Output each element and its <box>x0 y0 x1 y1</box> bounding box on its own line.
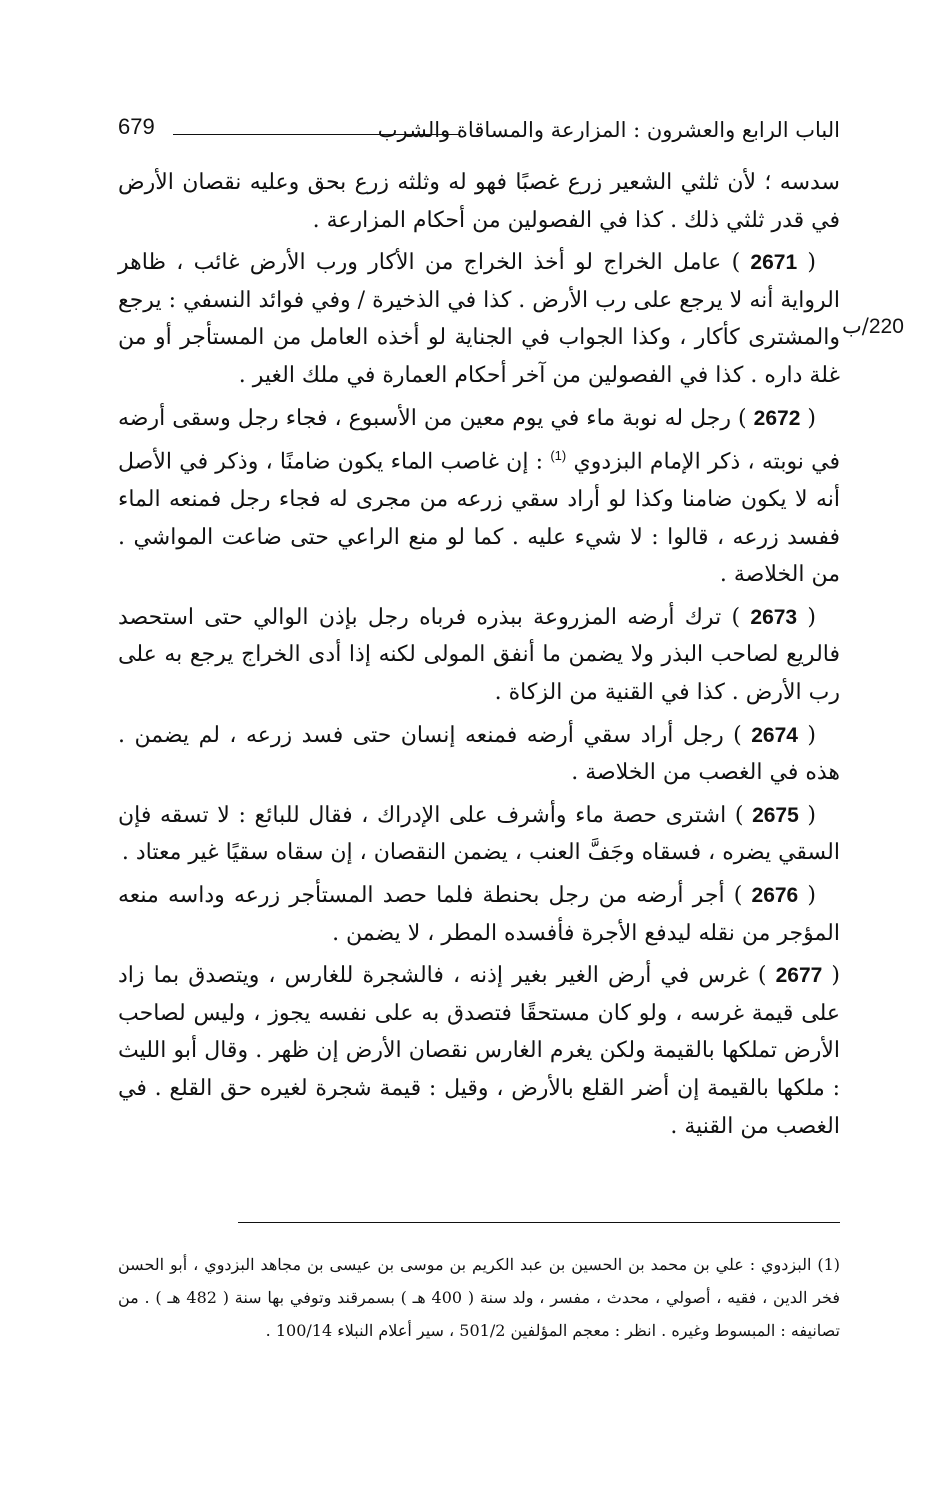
issue-number: 2676 <box>751 884 799 908</box>
paragraph-text: سدسه ؛ لأن ثلثي الشعير زرع غصبًا فهو له وثلثه زرع بحق وعليه نقصان الأرض في قدر ثلثي ذلك . كذا في الفصولين من أحكام المزارعة . <box>118 170 840 233</box>
paragraph-text: رجل أراد سقي أرضه فمنعه إنسان حتى فسد زرعه ، لم يضمن . هذه في الغصب من الخلاصة . <box>118 722 840 786</box>
page-number: 679 <box>118 114 155 139</box>
paragraph-text: أجر أرضه من رجل بحنطة فلما حصد المستأجر زرعه وداسه منعه المؤجر من نقله ليدفع الأجرة فأفسده المطر ، لا يضمن . <box>118 883 840 946</box>
paragraph-2677: ( 2677 ) غرس في أرض الغير بغير إذنه ، فالشجرة للغارس ، ويتصدق بما زاد على قيمة غرسه ، ولو كان مستحقًا فتصدق به على نفسه يجوز ، وليس لصاحب الأرض تملكها بالقيمة ولكن يغرم الغارس نقصان الأرض إن ظهر . وقال أبو الليث : ملكها بالقيمة إن أضر القلع بالأرض ، وقيل : قيمة شجرة لغيره حق القلع . في الغصب من القنية . <box>118 963 840 1139</box>
paragraph-2673: ( 2673 ) ترك أرضه المزروعة ببذره فرباه رجل بإذن الوالي حتى استحصد فالريع لصاحب البذر ولا يضمن ما أنفق المولى لكنه إذا أدى الخراج يرجع به على رب الأرض . كذا في القنية من الزكاة . <box>118 604 840 706</box>
footnote <box>118 1248 840 1347</box>
paragraph-2672: ( 2672 ) رجل له نوبة ماء في يوم معين من الأسبوع ، فجاء رجل وسقى أرضه في نوبته ، ذكر الإمام البزدوي $^{(1)}$ : إن غاصب الماء يكون ضامنًا ، وذكر في الأصل أنه لا يكون ضامنا وكذا لو أراد سقي زرعه من مجرى له فجاء رجل فمنعه الماء ففسد زرعه ، قالوا : لا شيء عليه . كما لو منع الراعي حتى ضاعت المواشي . من الخلاصة . <box>118 405 841 588</box>
header-rule <box>173 134 460 135</box>
paragraph-text: اشترى حصة ماء وأشرف على الإدراك ، فقال للبائع : لا تسقه فإن السقي يضره ، فسقاه وجَفَّ العنب ، يضمن النقصان ، إن سقاه سقيًا غير معتاد . <box>118 802 840 866</box>
paragraph-text: ترك أرضه المزروعة ببذره فرباه رجل بإذن الوالي حتى استحصد فالريع لصاحب البذر ولا يضمن ما أنفق المولى لكنه إذا أدى الخراج يرجع به على رب الأرض . كذا في القنية من الزكاة . <box>118 604 840 706</box>
paragraph-2671: ( 2671 ) عامل الخراج لو أخذ الخراج من الأكار ورب الأرض غائب ، ظاهر الرواية أنه لا يرجع على رب الأرض . كذا في الذخيرة / وفي فوائد النسفي : يرجع والمشترى كأكار ، وكذا الجواب في الجناية لو أخذه العامل من المستأجر أو من غلة داره . كذا في الفصولين من آخر أحكام العمارة في ملك الغير . <box>118 250 840 388</box>
issue-number: 2673 <box>750 605 798 629</box>
paragraph-text-continued: : إن غاصب الماء يكون ضامنًا ، وذكر في الأصل أنه لا يكون ضامنا وكذا لو أراد سقي زرعه من مجرى له فجاء رجل فمنعه الماء ففسد زرعه ، قالوا : لا شيء عليه . كما لو منع الراعي حتى ضاعت المواشي . من الخلاصة . <box>118 449 840 588</box>
issue-number: 2674 <box>751 723 798 747</box>
paragraph-2675: ( 2675 ) اشترى حصة ماء وأشرف على الإدراك ، فقال للبائع : لا تسقه فإن السقي يضره ، فسقاه وجَفَّ العنب ، يضمن النقصان ، إن سقاه سقيًا غير معتاد . <box>118 802 840 866</box>
folio-side: /ب <box>842 314 869 338</box>
footnote-marker: (1) <box>817 1255 840 1274</box>
main-text <box>118 164 840 1150</box>
paragraph-text-continued: وفي فوائد النسفي : يرجع والمشترى كأكار ، وكذا الجواب في الجناية لو أخذه العامل من المستأجر أو من غلة داره . كذا في الفصولين من آخر أحكام العمارة في ملك الغير . <box>118 287 840 388</box>
paragraph-text: عامل الخراج لو أخذ الخراج من الأكار ورب الأرض غائب ، ظاهر الرواية أنه لا يرجع على رب الأرض . كذا في الذخيرة / <box>118 250 840 313</box>
manuscript-folio-note <box>842 314 904 339</box>
footnote-separator <box>238 1222 840 1223</box>
paragraph-text: غرس في أرض الغير بغير إذنه ، فالشجرة للغارس ، ويتصدق بما زاد على قيمة غرسه ، ولو كان مستحقًا فتصدق به على نفسه يجوز ، وليس لصاحب الأرض تملكها بالقيمة ولكن يغرم الغارس نقصان الأرض إن ظهر . وقال أبو الليث : ملكها بالقيمة إن أضر القلع بالأرض ، وقيل : قيمة شجرة لغيره حق القلع . في الغصب من القنية . <box>118 963 840 1139</box>
folio-number: 220 <box>868 315 904 338</box>
issue-number: 2671 <box>750 251 798 275</box>
footnote-reference[interactable]: (1) <box>550 448 567 464</box>
issue-number: 2675 <box>752 803 799 827</box>
chapter-title: الباب الرابع والعشرون : المزارعة والمساقاة والشرب <box>377 118 840 142</box>
running-header <box>118 112 840 156</box>
paragraph-2674: ( 2674 ) رجل أراد سقي أرضه فمنعه إنسان حتى فسد زرعه ، لم يضمن . هذه في الغصب من الخلاصة . <box>118 722 840 786</box>
paragraph-continuation <box>118 164 840 239</box>
paragraph-text: رجل له نوبة ماء في يوم معين من الأسبوع ، فجاء رجل وسقى أرضه في نوبته ، ذكر الإمام البزدوي <box>118 405 841 475</box>
issue-number: 2672 <box>753 406 801 430</box>
issue-number: 2677 <box>775 964 823 988</box>
paragraph-2676: ( 2676 ) أجر أرضه من رجل بحنطة فلما حصد المستأجر زرعه وداسه منعه المؤجر من نقله ليدفع الأجرة فأفسده المطر ، لا يضمن . <box>118 883 840 946</box>
footnote-text: البزدوي : علي بن محمد بن الحسين بن عبد الكريم بن موسى بن عيسى بن مجاهد البزدوي ، أبو الحسن فخر الدين ، فقيه ، أصولي ، محدث ، مفسر ، ولد سنة ( 400 هـ ) بسمرقند وتوفي بها سنة ( 482 هـ ) . من تصانيفه : المبسوط وغيره . انظر : معجم المؤلفين 501/2 ، سير أعلام النبلاء 100/14 . <box>118 1255 841 1340</box>
